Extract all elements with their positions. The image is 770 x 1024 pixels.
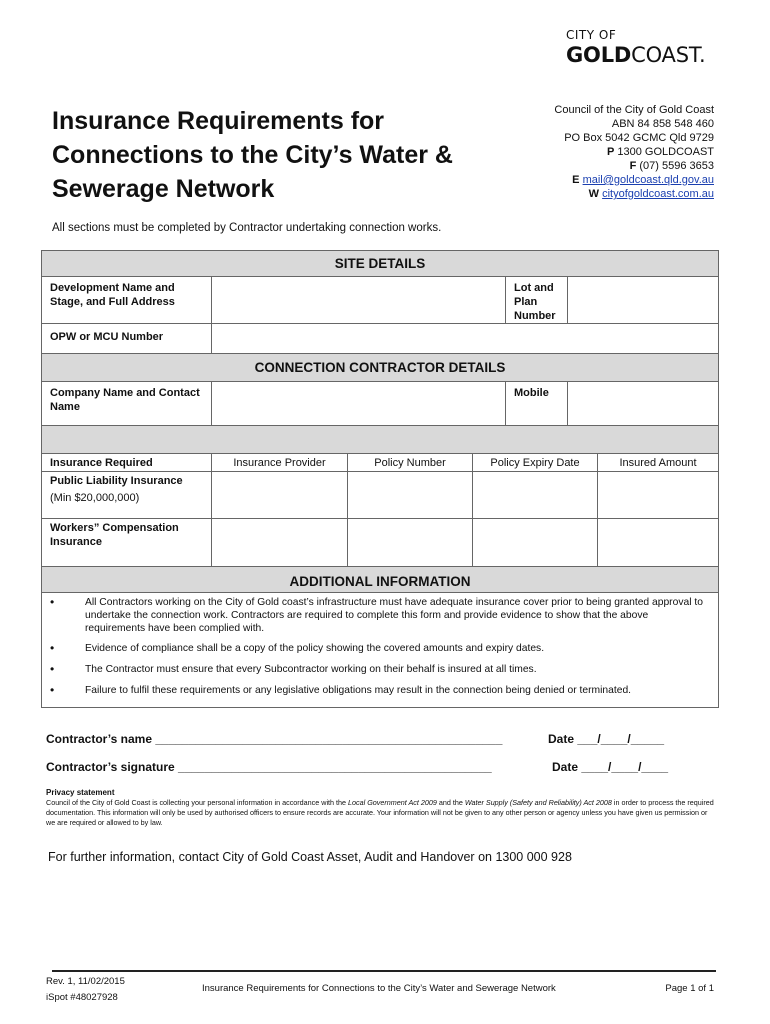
pl-expiry-field[interactable] bbox=[472, 472, 597, 518]
opw-label: OPW or MCU Number bbox=[50, 331, 164, 343]
info-text-4: Failure to fulfil these requirements or any legislative obligations may result in the connection being denied or terminated. bbox=[85, 685, 632, 696]
web-label: W bbox=[588, 188, 600, 200]
email-label: E bbox=[572, 174, 580, 186]
contractor-signature-date[interactable]: Date ____/____/____ bbox=[552, 760, 669, 774]
dev-row bbox=[42, 276, 718, 323]
mobile-field[interactable] bbox=[567, 382, 718, 425]
col-policy-expiry: Policy Expiry Date bbox=[472, 454, 597, 471]
footer-ispot: iSpot #48027928 bbox=[46, 992, 118, 1003]
pl-provider-field[interactable] bbox=[211, 472, 347, 518]
wc-policy-number-field[interactable] bbox=[347, 519, 472, 566]
further-info: For further information, contact City of Gold Coast Asset, Audit and Handover on 1300 000 928 bbox=[48, 850, 572, 864]
contractor-name-date[interactable]: Date ___/____/_____ bbox=[548, 732, 665, 746]
col-insurance-required: Insurance Required bbox=[50, 457, 153, 469]
site-details-header: SITE DETAILS bbox=[42, 251, 718, 276]
opw-field[interactable] bbox=[211, 324, 718, 353]
page-title bbox=[52, 104, 502, 206]
privacy-act-2: Water Supply (Safety and Reliability) Act 2008 bbox=[464, 798, 612, 807]
contractor-signature-line[interactable]: Contractor’s signature _______________________________________________ bbox=[46, 760, 492, 774]
public-liability-label bbox=[42, 472, 211, 518]
contractor-name-line[interactable]: Contractor’s name ____________________________________________________ bbox=[46, 732, 503, 746]
intro-text: All sections must be completed by Contractor undertaking connection works. bbox=[52, 222, 442, 234]
privacy-text-a: Council of the City of Gold Coast is collecting your personal information in accordance with the bbox=[46, 798, 349, 807]
footer-doc-title: Insurance Requirements for Connections to the City’s Water and Sewerage Network bbox=[202, 983, 556, 994]
lot-label: Lot and Plan Number bbox=[505, 277, 567, 323]
logo-gold: GOLD bbox=[566, 43, 632, 67]
contact-email-row bbox=[554, 173, 714, 187]
pl-policy-number-field[interactable] bbox=[347, 472, 472, 518]
privacy-title: Privacy statement bbox=[46, 788, 115, 797]
contact-abn: ABN 84 858 548 460 bbox=[611, 118, 714, 130]
dev-field[interactable] bbox=[211, 277, 505, 323]
col-insured-amount: Insured Amount bbox=[597, 454, 718, 471]
footer-page: Page 1 of 1 bbox=[665, 983, 714, 994]
footer-rev: Rev. 1, 11/02/2015 bbox=[46, 976, 125, 987]
lot-field[interactable] bbox=[567, 277, 718, 323]
fax-label: F bbox=[629, 160, 637, 172]
additional-info-body bbox=[42, 592, 718, 707]
logo-coast: COAST. bbox=[631, 43, 706, 67]
logo-city-of: CITY OF bbox=[566, 28, 617, 42]
bullet-2: • bbox=[50, 641, 55, 655]
contact-web-row bbox=[554, 187, 714, 201]
additional-info-list bbox=[42, 596, 718, 697]
contact-phone: 1300 GOLDCOAST bbox=[617, 146, 714, 158]
bullet-3: • bbox=[50, 662, 55, 676]
info-item-2 bbox=[42, 642, 718, 655]
company-label: Company Name and Contact Name bbox=[50, 387, 200, 413]
title-line-1: Insurance Requirements for bbox=[52, 107, 385, 135]
public-liability-row bbox=[42, 471, 718, 518]
contact-block bbox=[554, 103, 714, 201]
info-text-1: All Contractors working on the City of Gold coast’s infrastructure must have adequate insurance cover prior to being granted approval to undertake the connection work. Contractors are required to complete this form and provide evidence to show that the above requirements have been complied with. bbox=[85, 597, 703, 634]
footer-divider bbox=[52, 970, 716, 972]
opw-row bbox=[42, 323, 718, 353]
website-link[interactable]: cityofgoldcoast.com.au bbox=[602, 188, 714, 200]
public-liability-text: Public Liability Insurance bbox=[50, 475, 183, 487]
company-row bbox=[42, 381, 718, 425]
info-text-3: The Contractor must ensure that every Subcontractor working on their behalf is insured at all times. bbox=[85, 664, 537, 675]
privacy-statement bbox=[46, 798, 716, 828]
pl-amount-field[interactable] bbox=[597, 472, 718, 518]
mobile-label: Mobile bbox=[505, 382, 567, 425]
contact-org: Council of the City of Gold Coast bbox=[554, 104, 714, 116]
title-line-3: Sewerage Network bbox=[52, 175, 275, 203]
privacy-act-1: Local Government Act 2009 bbox=[348, 798, 437, 807]
col-insurance-provider: Insurance Provider bbox=[211, 454, 347, 471]
bullet-4: • bbox=[50, 683, 55, 697]
phone-label: P bbox=[607, 146, 615, 158]
dev-label: Development Name and Stage, and Full Address bbox=[50, 282, 175, 308]
bullet-1: • bbox=[50, 595, 55, 609]
workers-comp-label: Workers” Compensation Insurance bbox=[50, 522, 179, 548]
workers-comp-row bbox=[42, 518, 718, 566]
contractor-header: CONNECTION CONTRACTOR DETAILS bbox=[42, 353, 718, 381]
company-field[interactable] bbox=[211, 382, 505, 425]
info-item-4 bbox=[42, 684, 718, 697]
title-line-2: Connections to the City’s Water & bbox=[52, 141, 453, 169]
logo-goldcoast bbox=[566, 43, 705, 67]
wc-amount-field[interactable] bbox=[597, 519, 718, 566]
info-text-2: Evidence of compliance shall be a copy of the policy showing the covered amounts and expiry dates. bbox=[85, 643, 545, 654]
wc-provider-field[interactable] bbox=[211, 519, 347, 566]
additional-info-header: ADDITIONAL INFORMATION bbox=[42, 566, 718, 592]
info-item-1 bbox=[42, 596, 718, 635]
col-policy-number: Policy Number bbox=[347, 454, 472, 471]
contact-po: PO Box 5042 GCMC Qld 9729 bbox=[564, 132, 714, 144]
insurance-header-row bbox=[42, 453, 718, 471]
contact-phone-row bbox=[554, 145, 714, 159]
grey-spacer-row bbox=[42, 425, 718, 453]
contact-fax: (07) 5596 3653 bbox=[639, 160, 714, 172]
privacy-text-c: in order to process the required documentation. This information will only be used by authorised officers to ensure records are accurate. Your information will not be given to any other person or agency unless you have given us permission or we are required or allowed to by law. bbox=[46, 798, 714, 827]
min-amount-text: (Min $20,000,000) bbox=[50, 492, 140, 504]
info-item-3 bbox=[42, 663, 718, 676]
email-link[interactable]: mail@goldcoast.qld.gov.au bbox=[582, 174, 714, 186]
privacy-text-b: and the bbox=[436, 798, 465, 807]
wc-expiry-field[interactable] bbox=[472, 519, 597, 566]
form-table bbox=[41, 250, 719, 708]
contact-fax-row bbox=[554, 159, 714, 173]
